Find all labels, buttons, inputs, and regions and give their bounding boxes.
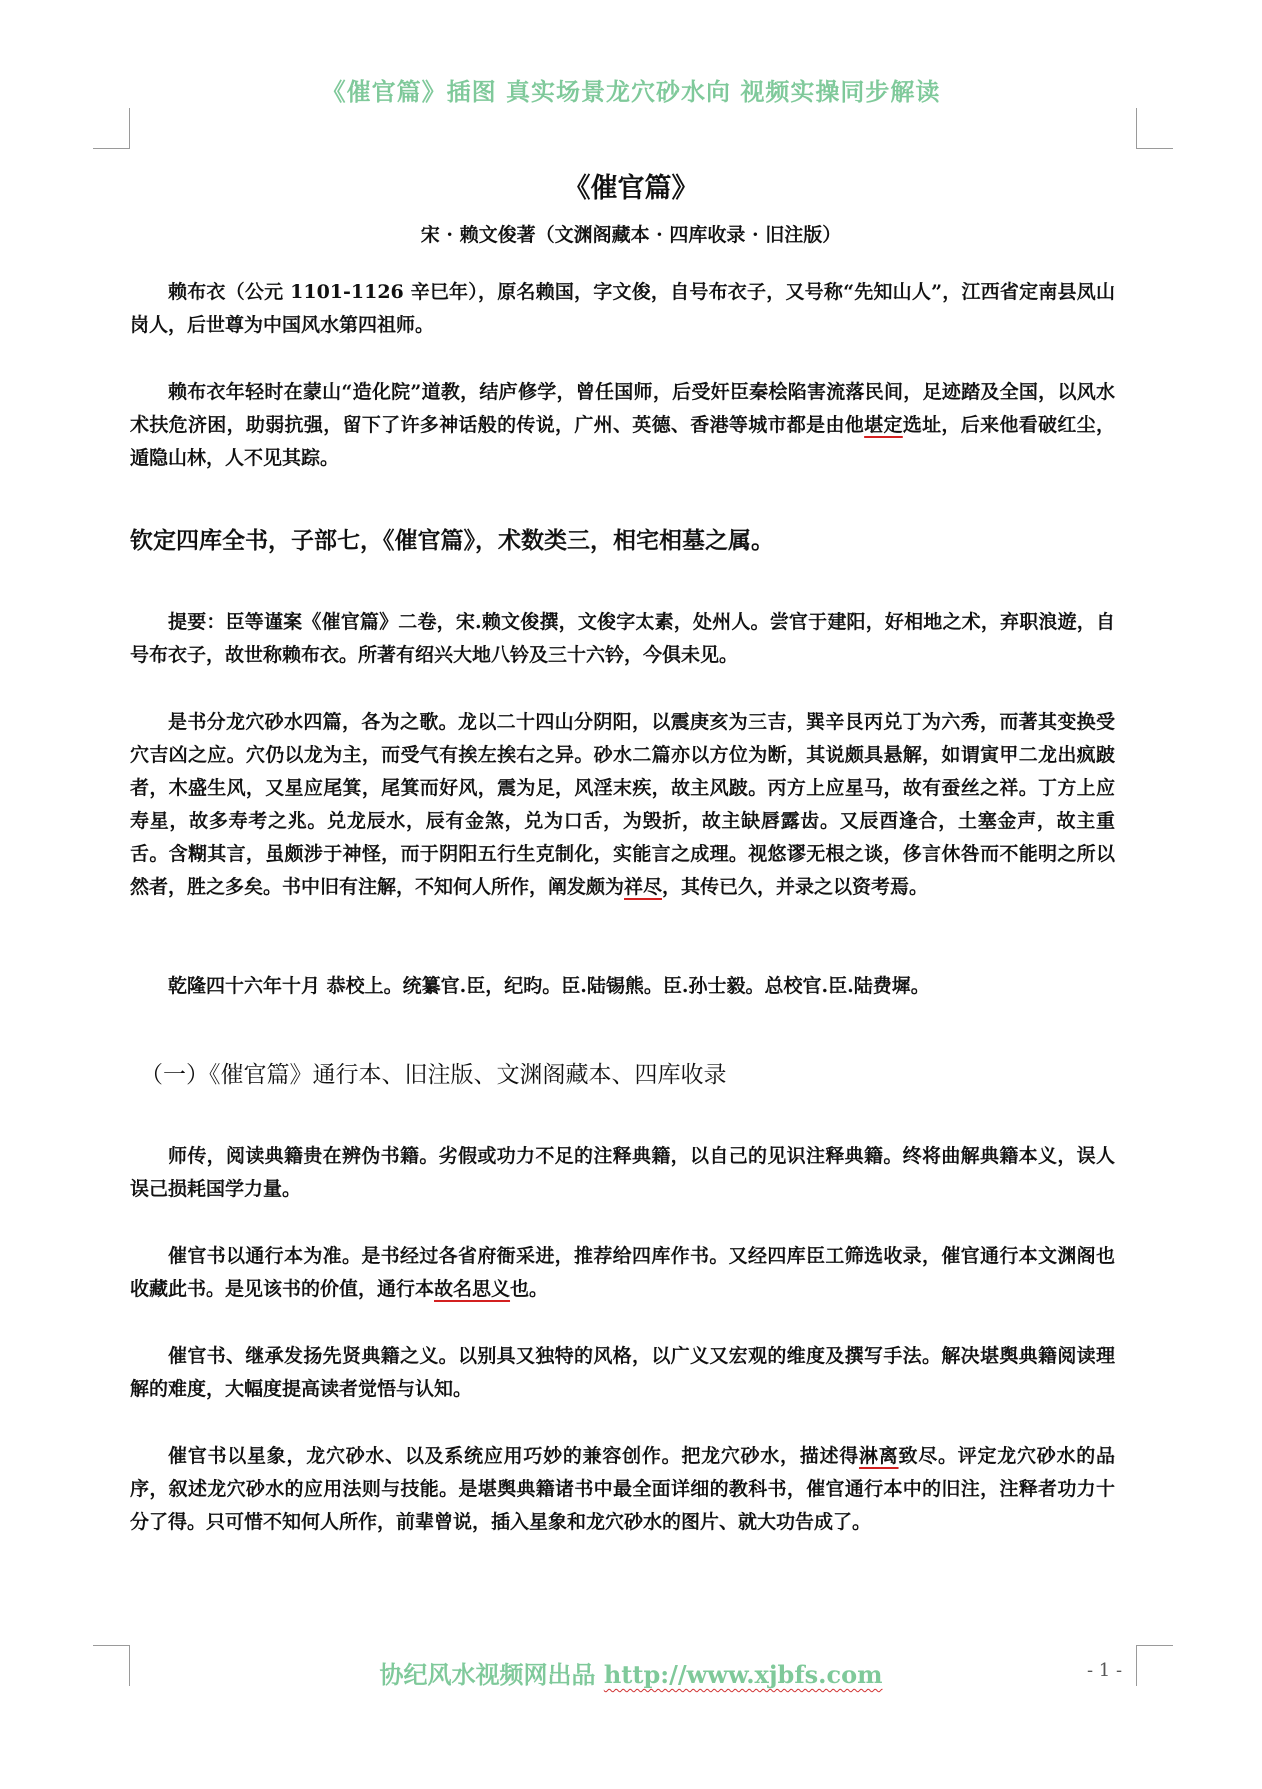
header-banner: 《催官篇》插图 真实场景龙穴砂水向 视频实操同步解读 — [321, 77, 941, 106]
legacy-paragraph: 催官书、继承发扬先贤典籍之义。以别具又独特的风格，以广义又宏观的维度及撰写手法。解决堪舆典籍阅读理解的难度，大幅度提高读者觉悟与认知。 — [130, 1345, 1115, 1400]
text-run: 致尽。评定龙穴砂水的品序，叙述龙穴砂水的应用法则与技能。是堪舆典籍诸书中最全面详细的教科书，催官通行本中的旧注，注释者功力十分了得。只可惜不知何人所作，前辈曾说，插入星象和龙穴砂水的图片、就大功告成了。 — [130, 1445, 1115, 1533]
section-heading-siku: 钦定四库全书，子部七，《催官篇》，术数类三，相宅相墓之属。 — [130, 527, 774, 554]
text-run: ，其传已久，并录之以资考焉。 — [662, 876, 929, 898]
text-run: 催官书以通行本为准。是书经过各省府衙采进，推荐给四库作书。又经四库臣工筛选收录，催官通行本文渊阁也收藏此书。是见该书的价值，通行本 — [130, 1245, 1115, 1300]
crop-mark-top-right — [1136, 108, 1173, 149]
document-subtitle: 宋 · 赖文俊著（文渊阁藏本 · 四库收录 · 旧注版） — [420, 224, 842, 246]
crop-mark-top-left — [93, 108, 130, 149]
marked-word: 堪定 — [864, 414, 903, 436]
content-paragraph — [130, 706, 1115, 904]
colophon-paragraph: 乾隆四十六年十月 恭校上。统纂官.臣，纪昀。臣.陆锡熊。臣.孙士毅。总校官.臣.陆费墀。 — [168, 975, 930, 997]
text-run: 催官书以星象，龙穴砂水、以及系统应用巧妙的兼容创作。把龙穴砂水，描述得 — [168, 1445, 860, 1467]
marked-word: 淋离 — [859, 1445, 899, 1467]
edition-paragraph — [130, 1240, 1115, 1306]
footer-text: 协纪风水视频网出品 — [379, 1660, 604, 1689]
text-run: 也。 — [510, 1278, 549, 1300]
footer — [0, 1655, 1262, 1690]
document-title: 《催官篇》 — [563, 173, 699, 204]
summary-paragraph — [130, 1440, 1115, 1539]
transmission-paragraph: 师传，阅读典籍贵在辨伪书籍。劣假或功力不足的注释典籍，以自己的见识注释典籍。终将曲解典籍本义，误人误己损耗国学力量。 — [130, 1145, 1115, 1200]
section-heading-edition: （一）《催官篇》通行本、旧注版、文渊阁藏本、四库收录 — [140, 1062, 727, 1088]
abstract-paragraph: 提要：臣等谨案《催官篇》二卷，宋.赖文俊撰，文俊字太素，处州人。尝官于建阳，好相地之术，弃职浪遊，自号布衣子，故世称赖布衣。所著有绍兴大地八钤及三十六钤，今俱未见。 — [130, 611, 1115, 666]
intro-paragraph-1: 赖布衣（公元 1101-1126 辛巳年），原名赖国，字文俊，自号布衣子，又号称“先知山人”，江西省定南县凤山岗人，后世尊为中国风水第四祖师。 — [130, 281, 1115, 336]
text-run: 选址，后来他看破红尘，遁隐山林，人不见其踪。 — [130, 414, 1115, 469]
marked-word: 祥尽 — [624, 876, 663, 898]
text-run: 赖布衣年轻时在蒙山“造化院”道教，结庐修学，曾任国师，后受奸臣秦桧陷害流落民间，足迹踏及全国，以风水术扶危济困，助弱抗强，留下了许多神话般的传说，广州、英德、香港等城市都是由他 — [130, 381, 1115, 436]
intro-paragraph-2 — [130, 376, 1115, 475]
marked-word: 故名思义 — [434, 1278, 511, 1300]
text-run: 是书分龙穴砂水四篇，各为之歌。龙以二十四山分阴阳，以震庚亥为三吉，巽辛艮丙兑丁为六秀，而著其变换受穴吉凶之应。穴仍以龙为主，而受气有挨左挨右之异。砂水二篇亦以方位为断，其说颇具悬解，如谓寅甲二龙出疯跛者，木盛生风，又星应尾箕，尾箕而好风，震为足，风淫末疾，故主风跛。丙方上应星马，故有蚕丝之祥。丁方上应寿星，故多寿考之兆。兑龙辰水，辰有金煞，兑为口舌，为毁折，故主缺唇露齿。又辰酉逢合，土塞金声，故主重舌。含糊其言，虽颇涉于神怪，而于阴阳五行生克制化，实能言之成理。视悠谬无根之谈，侈言休咎而不能明之所以然者，胜之多矣。书中旧有注解，不知何人所作，阐发颇为 — [130, 711, 1115, 898]
footer-url-link[interactable]: http://www.xjbfs.com — [603, 1660, 883, 1689]
page-number: - 1 - — [1087, 1660, 1123, 1681]
